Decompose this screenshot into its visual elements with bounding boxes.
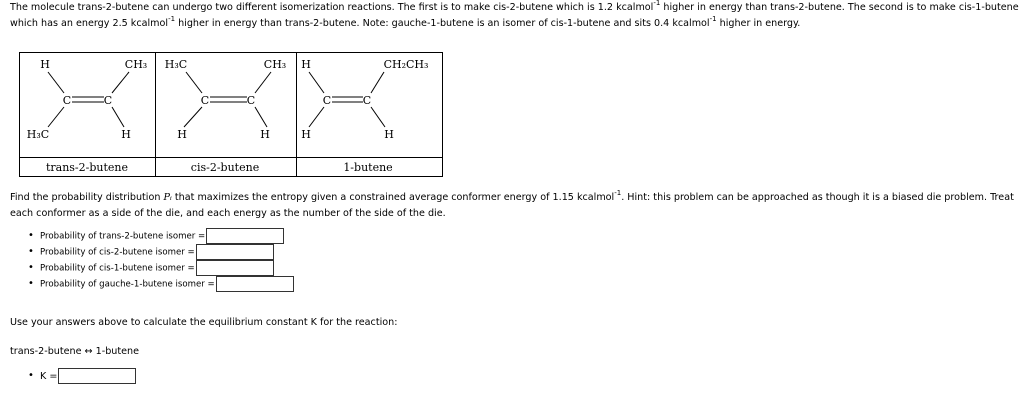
equilibrium-constant-input[interactable] (58, 368, 136, 384)
isomer-structures-figure (19, 52, 443, 177)
carbon-right: C (362, 94, 372, 107)
structure-1-butene (301, 58, 428, 174)
cis-2-butene-probability-input[interactable] (196, 244, 274, 260)
answer-item-trans-2-butene: • Probability of trans-2-butene isomer = (26, 228, 294, 244)
structure-cis-2-butene (165, 58, 286, 174)
substituent-top-right: CH₂CH₃ (383, 58, 429, 71)
structure-trans-2-butene (27, 58, 147, 174)
carbon-left: C (322, 94, 332, 107)
k-answer-list (26, 368, 136, 384)
problem-intro: The molecule trans-2-butene can undergo two different isomerization reactions. The first is to make cis-2-butene which is 1.2 kcalmol$^{-1}$ higher in energy than trans-2-butene. The second is to make cis-1-butene which has an energy 2.5 kcalmol$^{-1}$ higher in energy than trans-2-butene. Note: gauche-1-butene is an isomer of cis-1-butene and sits 0.4 kcalmol$^{-1}$ higher in energy. (10, 0, 1019, 29)
probability-answer-list (26, 228, 294, 292)
substituent-bottom-left: H (177, 128, 187, 141)
equilibrium-instruction: Use your answers above to calculate the equilibrium constant K for the reaction: (10, 317, 398, 328)
answer-item-cis-2-butene: • Probability of cis-2-butene isomer = (26, 244, 294, 260)
substituent-bottom-left: H₃C (26, 128, 50, 141)
reaction-equation: trans-2-butene ↔ 1-butene (10, 346, 140, 357)
trans-2-butene-probability-input[interactable] (206, 228, 284, 244)
substituent-top-left: H (301, 58, 311, 71)
substituent-bottom-right: H (260, 128, 270, 141)
substituent-bottom-left: H (301, 128, 311, 141)
answer-item-cis-1-butene: • Probability of cis-1-butene isomer = (26, 260, 294, 276)
carbon-right: C (246, 94, 256, 107)
cis-1-butene-probability-input[interactable] (196, 260, 274, 276)
substituent-top-left: H₃C (164, 58, 188, 71)
caption-trans-2-butene: trans-2-butene (45, 161, 129, 174)
substituent-bottom-right: H (384, 128, 394, 141)
question-text: Find the probability distribution Pᵢ that maximizes the entropy given a constrained average conformer energy of 1.15 kcalmol$^{-1}$. Hint: this problem can be approached as though it is a biased die problem. Treat each conformer as a side of the die, and each energy as the number of the side of the die. (10, 189, 1014, 219)
gauche-1-butene-probability-input[interactable] (216, 276, 294, 292)
carbon-left: C (200, 94, 210, 107)
substituent-top-left: H (40, 58, 50, 71)
substituent-top-right: CH₃ (263, 58, 287, 71)
caption-1-butene: 1-butene (343, 161, 393, 174)
substituent-bottom-right: H (121, 128, 131, 141)
carbon-right: C (103, 94, 113, 107)
k-answer-item: • K = (26, 368, 136, 384)
answer-item-gauche-1-butene: • Probability of gauche-1-butene isomer = (26, 276, 294, 292)
substituent-top-right: CH₃ (124, 58, 148, 71)
carbon-left: C (62, 94, 72, 107)
caption-cis-2-butene: cis-2-butene (190, 161, 260, 174)
